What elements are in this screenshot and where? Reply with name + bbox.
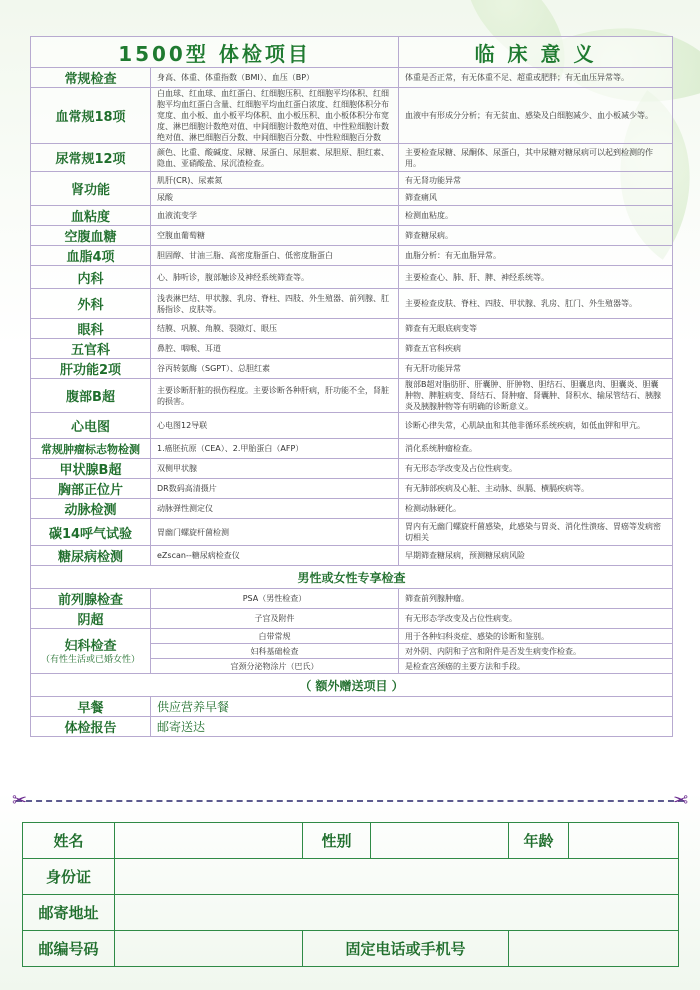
item-desc: 肌肝(CR)、尿素氮 — [151, 172, 399, 189]
item-desc: eZscan--糖尿病检查仪 — [151, 546, 399, 566]
table-row — [31, 546, 673, 566]
items-table — [30, 36, 673, 737]
item-desc: 浅表淋巴结、甲状腺、乳房、脊柱、四肢、外生殖器、前列腺、肛肠指诊、皮肤等。 — [151, 289, 399, 319]
item-desc: 宫颈分泌物涂片（巴氏） — [151, 659, 399, 674]
age-field[interactable] — [569, 823, 679, 859]
item-desc: 血液流变学 — [151, 206, 399, 226]
item-desc: 1.癌胚抗原（CEA）、2.甲胎蛋白（AFP） — [151, 439, 399, 459]
item-meaning: 对外阴、内阴和子宫和附件是否发生病变作检查。 — [399, 644, 673, 659]
phone-field[interactable] — [509, 931, 679, 967]
item-meaning: 有无肝功能异常 — [399, 359, 673, 379]
item-name: 腹部B超 — [31, 379, 151, 413]
item-desc: 胃幽门螺旋杆菌检测 — [151, 519, 399, 546]
table-row — [31, 717, 673, 737]
item-desc: 尿酸 — [151, 189, 399, 206]
item-meaning: 诊断心律失常，心肌缺血和其他非循环系统疾病，如低血钾和甲亢。 — [399, 413, 673, 439]
item-meaning: 胃内有无幽门螺旋杆菌感染，此感染与胃炎、消化性溃疡、胃癌等发病密切相关 — [399, 519, 673, 546]
extra-name: 早餐 — [31, 697, 151, 717]
item-meaning: 筛查糖尿病。 — [399, 226, 673, 246]
item-name: 肝功能2项 — [31, 359, 151, 379]
table-row — [31, 589, 673, 609]
extra-value: 供应营养早餐 — [151, 697, 673, 717]
table-row — [31, 629, 673, 644]
item-meaning: 早期筛查糖尿病，预测糖尿病风险 — [399, 546, 673, 566]
item-name: 糖尿病检测 — [31, 546, 151, 566]
name-field[interactable] — [115, 823, 303, 859]
item-meaning: 有无肺部疾病及心脏、主动脉、纵膈、横膈疾病等。 — [399, 479, 673, 499]
table-row — [31, 206, 673, 226]
item-meaning: 有无肾功能异常 — [399, 172, 673, 189]
extra-name: 体检报告 — [31, 717, 151, 737]
section-extra-title: （ 额外赠送项目 ） — [31, 674, 673, 697]
item-name: 血常规18项 — [31, 88, 151, 144]
item-desc: 白带常规 — [151, 629, 399, 644]
item-meaning: 主要检查皮肤、脊柱、四肢、甲状腺、乳房、肛门、外生殖器等。 — [399, 289, 673, 319]
item-desc: 动脉弹性测定仪 — [151, 499, 399, 519]
item-desc: 颜色、比重、酸碱度、尿糖、尿蛋白、尿胆素、尿胆原、胆红素、隐血、亚硝酸盐、尿沉渣检查。 — [151, 144, 399, 172]
item-name-note: （有性生活或已婚女性） — [40, 655, 140, 665]
table-row — [31, 459, 673, 479]
address-label: 邮寄地址 — [23, 895, 115, 931]
id-card-label: 身份证 — [23, 859, 115, 895]
gender-field[interactable] — [371, 823, 509, 859]
item-meaning: 筛查有无眼底病变等 — [399, 319, 673, 339]
item-name — [31, 629, 151, 674]
item-meaning: 筛查痛风 — [399, 189, 673, 206]
registration-form — [22, 822, 679, 967]
table-row — [31, 499, 673, 519]
item-meaning: 主要检查心、肺、肝、脾、神经系统等。 — [399, 266, 673, 289]
item-name: 血粘度 — [31, 206, 151, 226]
item-name: 尿常规12项 — [31, 144, 151, 172]
item-meaning: 有无形态学改变及占位性病变。 — [399, 459, 673, 479]
item-meaning: 腹部B超对脂肪肝、肝囊肿、肝肿物、胆结石、胆囊息肉、胆囊炎、胆囊肿物、脾脏病变、肾结石、肾肿瘤、肾囊肿、肾积水、输尿管结石、胰腺炎及胰腺肿物等有明确的诊断意义。 — [399, 379, 673, 413]
item-meaning: 体重是否正常，有无体重不足、超重或肥胖；有无血压异常等。 — [399, 68, 673, 88]
section-gender — [31, 566, 673, 589]
item-meaning: 筛查前列腺肿瘤。 — [399, 589, 673, 609]
item-meaning: 血液中有形成分分析；有无贫血、感染及白细胞减少、血小板减少等。 — [399, 88, 673, 144]
table-row — [31, 246, 673, 266]
table-row — [31, 439, 673, 459]
cut-line — [16, 800, 684, 802]
name-label: 姓名 — [23, 823, 115, 859]
table-row — [31, 413, 673, 439]
table-row — [31, 319, 673, 339]
item-name: 眼科 — [31, 319, 151, 339]
item-name: 心电图 — [31, 413, 151, 439]
scissors-icon: ✂ — [672, 790, 688, 811]
section-extra — [31, 674, 673, 697]
item-name: 胸部正位片 — [31, 479, 151, 499]
item-desc: 鼻腔、咽喉、耳道 — [151, 339, 399, 359]
item-desc: 身高、体重、体重指数（BMI）、血压（BP） — [151, 68, 399, 88]
item-name: 空腹血糖 — [31, 226, 151, 246]
item-desc: 心电图12导联 — [151, 413, 399, 439]
item-desc: 妇科基础检查 — [151, 644, 399, 659]
item-name: 前列腺检查 — [31, 589, 151, 609]
item-desc: DR数码高清摄片 — [151, 479, 399, 499]
table-header — [31, 37, 673, 68]
item-name: 五官科 — [31, 339, 151, 359]
postcode-label: 邮编号码 — [23, 931, 115, 967]
table-row — [31, 379, 673, 413]
item-desc: 双侧甲状腺 — [151, 459, 399, 479]
item-desc: 结膜、巩膜、角膜、裂隙灯、眼压 — [151, 319, 399, 339]
table-row — [31, 172, 673, 189]
item-name-text: 妇科检查 — [64, 639, 117, 654]
id-card-field[interactable] — [115, 859, 679, 895]
table-row — [31, 697, 673, 717]
postcode-field[interactable] — [115, 931, 303, 967]
item-name — [31, 172, 151, 206]
header-title: 1500型 体检项目 — [31, 37, 399, 68]
item-name: 常规肿瘤标志物检测 — [31, 439, 151, 459]
item-meaning: 消化系统肿瘤检查。 — [399, 439, 673, 459]
item-name: 常规检查 — [31, 68, 151, 88]
section-gender-title: 男性或女性专享检查 — [31, 566, 673, 589]
extra-value: 邮寄送达 — [151, 717, 673, 737]
age-label: 年龄 — [509, 823, 569, 859]
item-meaning: 血脂分析：有无血脂异常。 — [399, 246, 673, 266]
item-name: 动脉检测 — [31, 499, 151, 519]
item-meaning: 有无形态学改变及占位性病变。 — [399, 609, 673, 629]
item-desc: 子宫及附件 — [151, 609, 399, 629]
phone-label: 固定电话或手机号 — [303, 931, 509, 967]
item-name: 血脂4项 — [31, 246, 151, 266]
item-desc: PSA（男性检查） — [151, 589, 399, 609]
table-row — [31, 339, 673, 359]
item-name: 外科 — [31, 289, 151, 319]
item-desc: 胆固醇、甘油三脂、高密度脂蛋白、低密度脂蛋白 — [151, 246, 399, 266]
item-desc: 主要诊断肝脏的损伤程度。主要诊断各种肝病，肝功能不全，肾脏的损害。 — [151, 379, 399, 413]
item-desc: 白血球、红血球、血红蛋白、红细胞压积、红细胞平均体积、红细胞平均血红蛋白含量、红细胞平均血红蛋白浓度、红细胞体积分布宽度、血小板、血小板平均体积、血小板压积、血小板体积分布宽度、淋巴细胞计数绝对值、中间细胞计数绝对值、中性粒细胞计数绝对值、淋巴细胞百分数、中间细胞百分数、中性粒细胞百分数 — [151, 88, 399, 144]
item-name: 碳14呼气试验 — [31, 519, 151, 546]
item-meaning: 检测动脉硬化。 — [399, 499, 673, 519]
scissors-icon: ✂ — [12, 790, 28, 811]
table-row — [31, 359, 673, 379]
table-row — [31, 88, 673, 144]
table-row — [31, 519, 673, 546]
item-desc: 谷丙转氨酶（SGPT）、总胆红素 — [151, 359, 399, 379]
item-desc: 心、肺听诊，腹部触诊及神经系统筛查等。 — [151, 266, 399, 289]
item-desc: 空腹血葡萄糖 — [151, 226, 399, 246]
table-row — [31, 266, 673, 289]
table-row — [31, 144, 673, 172]
table-row — [31, 289, 673, 319]
item-meaning: 主要检查尿糖、尿酮体、尿蛋白，其中尿糖对糖尿病可以起到检测的作用。 — [399, 144, 673, 172]
gender-label: 性别 — [303, 823, 371, 859]
item-meaning: 用于各种妇科炎症、感染的诊断和鉴别。 — [399, 629, 673, 644]
address-field[interactable] — [115, 895, 679, 931]
item-meaning: 是检查宫颈癌的主要方法和手段。 — [399, 659, 673, 674]
item-meaning: 检测血粘度。 — [399, 206, 673, 226]
item-name: 内科 — [31, 266, 151, 289]
item-name-text: 肾功能 — [70, 183, 110, 198]
table-row — [31, 68, 673, 88]
item-name: 阴超 — [31, 609, 151, 629]
header-meaning: 临 床 意 义 — [399, 37, 673, 68]
table-row — [31, 226, 673, 246]
item-name: 甲状腺B超 — [31, 459, 151, 479]
table-row — [31, 609, 673, 629]
table-row — [31, 479, 673, 499]
item-meaning: 筛查五官科疾病 — [399, 339, 673, 359]
